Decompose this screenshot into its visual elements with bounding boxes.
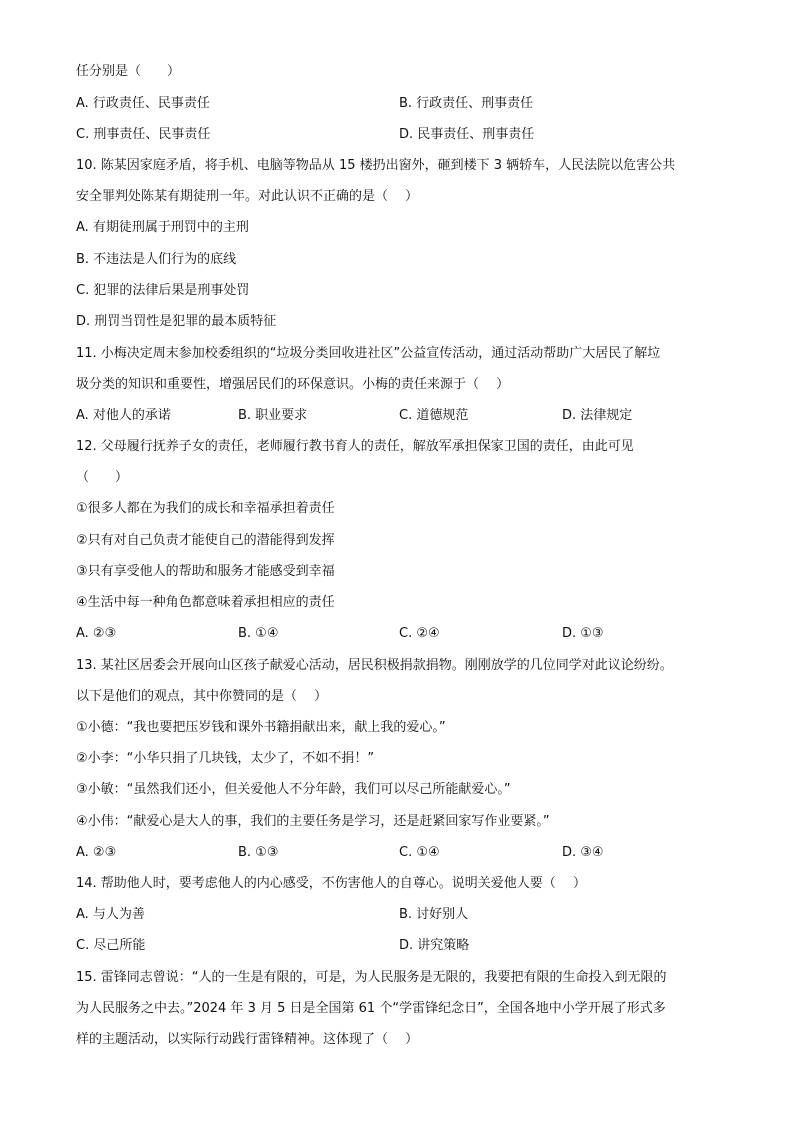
q14-stem: 14. 帮助他人时，要考虑他人的内心感受，不伤害他人的自尊心。说明关爱他人要（ ） [76,876,586,891]
q10-option-c[interactable]: C. 犯罪的法律后果是刑事处罚 [76,283,250,298]
q11-option-d[interactable]: D. 法律规定 [562,408,633,423]
q15-stem-line-1: 15. 雷锋同志曾说：“人的一生是有限的，可是，为人民服务是无限的，我要把有限的生命投入到无限的 [76,970,667,985]
q11-option-c[interactable]: C. 道德规范 [399,408,469,423]
q9-option-b[interactable]: B. 行政责任、刑事责任 [399,96,534,111]
q9-stem-end: 任分别是（ ） [76,64,181,79]
q12-statement-1: ①很多人都在为我们的成长和幸福承担着责任 [76,501,335,516]
q13-option-d[interactable]: D. ③④ [562,845,604,860]
q11-stem-line-2: 圾分类的知识和重要性，增强居民们的环保意识。小梅的责任来源于（ ） [76,377,510,392]
q9-option-a[interactable]: A. 行政责任、民事责任 [76,96,210,111]
q13-option-a[interactable]: A. ②③ [76,845,117,860]
q10-stem-line-2: 安全罪判处陈某有期徒刑一年。对此认识不正确的是（ ） [76,189,419,204]
q11-stem-line-1: 11. 小梅决定周末参加校委组织的“垃圾分类回收进社区”公益宣传活动，通过活动帮助广大居民了解垃 [76,346,661,361]
q9-option-c[interactable]: C. 刑事责任、民事责任 [76,127,211,142]
q14-option-a[interactable]: A. 与人为善 [76,907,145,922]
q13-stem-line-2: 以下是他们的观点，其中你赞同的是（ ） [76,689,328,704]
q10-stem-line-1: 10. 陈某因家庭矛盾，将手机、电脑等物品从 15 楼扔出窗外，砸到楼下 3 辆轿车，人民法院以危害公共 [76,158,676,173]
q9-option-d[interactable]: D. 民事责任、刑事责任 [399,127,535,142]
q12-option-c[interactable]: C. ②④ [399,626,440,641]
q10-option-b[interactable]: B. 不违法是人们行为的底线 [76,252,237,267]
q12-stem-line-1: 12. 父母履行抚养子女的责任，老师履行教书育人的责任，解放军承担保家卫国的责任，由此可见 [76,439,634,454]
q13-option-c[interactable]: C. ①④ [399,845,440,860]
q12-statement-3: ③只有享受他人的帮助和服务才能感受到幸福 [76,564,335,579]
q13-statement-4: ④小伟：“献爱心是大人的事，我们的主要任务是学习，还是赶紧回家写作业要紧。” [76,814,550,829]
q12-stem-line-2: （ ） [76,470,129,485]
q10-option-d[interactable]: D. 刑罚当罚性是犯罪的最本质特征 [76,314,277,329]
q13-option-b[interactable]: B. ①③ [238,845,279,860]
q13-statement-1: ①小德：“我也要把压岁钱和课外书籍捐献出来，献上我的爱心。” [76,720,446,735]
q13-statement-2: ②小李：“小华只捐了几块钱，太少了，不如不捐！” [76,751,375,766]
q12-option-b[interactable]: B. ①④ [238,626,279,641]
q14-option-b[interactable]: B. 讨好别人 [399,907,469,922]
q12-statement-2: ②只有对自己负责才能使自己的潜能得到发挥 [76,533,335,548]
q11-option-a[interactable]: A. 对他人的承诺 [76,408,171,423]
q12-statement-4: ④生活中每一种角色都意味着承担相应的责任 [76,595,335,610]
q15-stem-line-2: 为人民服务之中去。”2024 年 3 月 5 日是全国第 61 个“学雷锋纪念日”，全国各地中小学开展了形式多 [76,1001,666,1016]
q12-option-d[interactable]: D. ①③ [562,626,604,641]
q10-option-a[interactable]: A. 有期徒刑属于刑罚中的主刑 [76,220,249,235]
q14-option-c[interactable]: C. 尽己所能 [76,938,146,953]
q14-option-d[interactable]: D. 讲究策略 [399,938,470,953]
q13-stem-line-1: 13. 某社区居委会开展向山区孩子献爱心活动，居民积极捐款捐物。刚刚放学的几位同学对此议论纷纷。 [76,658,673,673]
q15-stem-line-3: 样的主题活动，以实际行动践行雷锋精神。这体现了（ ） [76,1032,419,1047]
q12-option-a[interactable]: A. ②③ [76,626,117,641]
q13-statement-3: ③小敏：“虽然我们还小，但关爱他人不分年龄，我们可以尽己所能献爱心。” [76,782,511,797]
q11-option-b[interactable]: B. 职业要求 [238,408,308,423]
